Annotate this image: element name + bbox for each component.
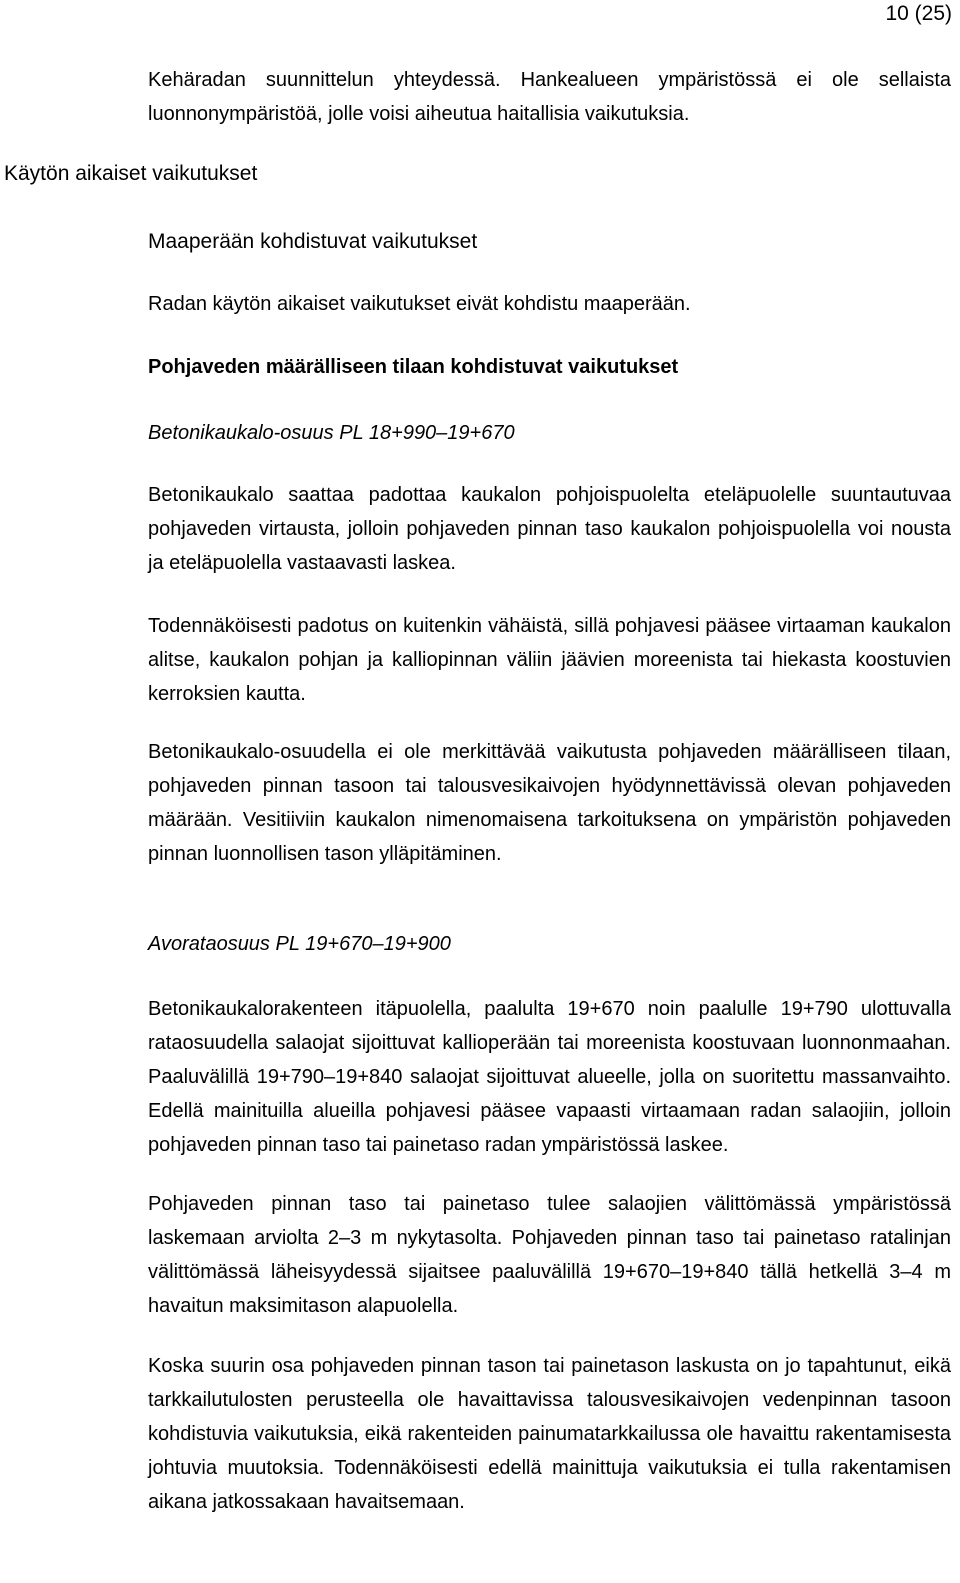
soil-heading: Maaperään kohdistuvat vaikutukset <box>148 230 478 253</box>
concrete-paragraph-3: Betonikaukalo-osuudella ei ole merkittävää vaikutusta pohjaveden määrälliseen tilaan, pohjaveden pinnan tasoon tai talousvesikaivojen hyödynnettävissä olevan pohjaveden määrään. Vesitiiviin kaukalon nimenomaisena tarkoituksena on ympäristön pohjaveden pinnan luonnollisen tason ylläpitäminen. <box>148 741 951 865</box>
open-paragraph-1: Betonikaukalorakenteen itäpuolella, paalulta 19+670 noin paalulle 19+790 ulottuvalla rataosuudella salaojat sijoittuvat kallioperään tai moreenista koostuvaan luonnonmaahan. Paaluvälillä 19+790–19+840 salaojat sijoittuvat alueelle, jolla on suoritettu massanvaihto. Edellä mainituilla alueilla pohjavesi pääsee vapaasti virtaamaan radan salaojiin, jolloin pohjaveden pinnan taso tai painetaso radan ympäristössä laskee. <box>148 998 951 1156</box>
intro-paragraph: Kehäradan suunnittelun yhteydessä. Hankealueen ympäristössä ei ole sellaista luonnonympäristöä, jolle voisi aiheutua haitallisia vaikutuksia. <box>148 69 951 125</box>
page-number: 10 (25) <box>885 2 952 25</box>
open-paragraph-3: Koska suurin osa pohjaveden pinnan tason tai painetason laskusta on jo tapahtunut, eikä tarkkailutulosten perusteella ole havaittavissa talousvesikaivojen vedenpinnan tasoon kohdistuvia vaikutuksia, eikä rakenteiden painumatarkkailussa ole havaittu rakentamisesta johtuvia muutoksia. Todennäköisesti edellä mainittuja vaikutuksia ei tulla rakentamisen aikana jatkossakaan havaitsemaan. <box>148 1355 951 1513</box>
concrete-paragraph-1: Betonikaukalo saattaa padottaa kaukalon pohjoispuolelta eteläpuolelle suuntautuvaa pohjaveden virtausta, jolloin pohjaveden pinnan taso kaukalon pohjoispuolella voi nousta ja eteläpuolella vastaavasti laskea. <box>148 484 951 574</box>
concrete-paragraph-2: Todennäköisesti padotus on kuitenkin vähäistä, sillä pohjavesi pääsee virtaaman kaukalon alitse, kaukalon pohjan ja kalliopinnan väliin jäävien moreenista tai hiekasta koostuvien kerroksien kautta. <box>148 615 951 705</box>
groundwater-heading: Pohjaveden määrälliseen tilaan kohdistuvat vaikutukset <box>148 356 679 378</box>
concrete-section-heading: Betonikaukalo-osuus PL 18+990–19+670 <box>148 422 515 444</box>
open-section-heading: Avorataosuus PL 19+670–19+900 <box>148 933 451 955</box>
section-title: Käytön aikaiset vaikutukset <box>4 162 258 185</box>
soil-paragraph: Radan käytön aikaiset vaikutukset eivät kohdistu maaperään. <box>148 293 691 315</box>
open-paragraph-2: Pohjaveden pinnan taso tai painetaso tulee salaojien välittömässä ympäristössä laskemaan arviolta 2–3 m nykytasolta. Pohjaveden pinnan taso tai painetaso ratalinjan välittömässä läheisyydessä sijaitsee paaluvälillä 19+670–19+840 tällä hetkellä 3–4 m havaitun maksimitason alapuolella. <box>148 1193 951 1317</box>
